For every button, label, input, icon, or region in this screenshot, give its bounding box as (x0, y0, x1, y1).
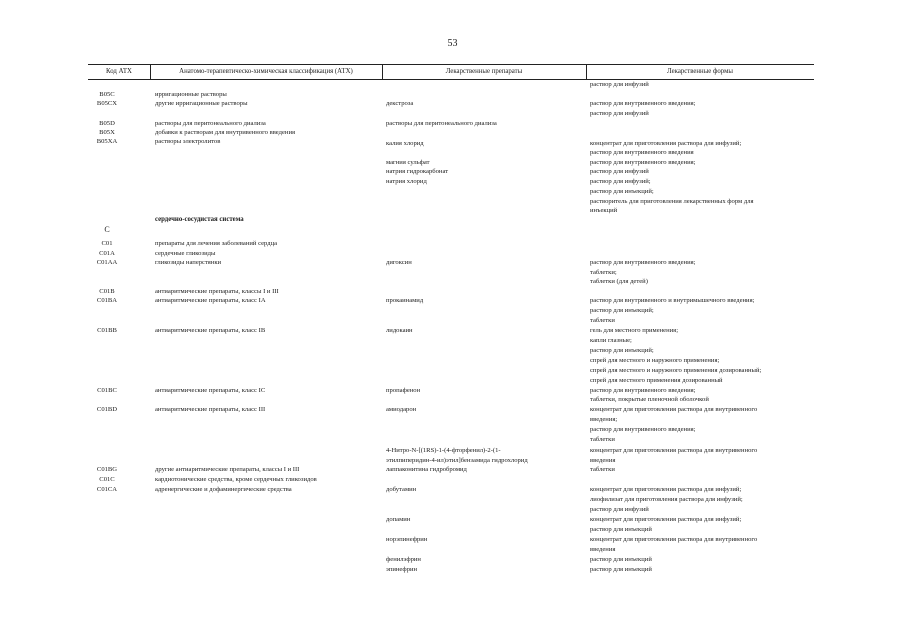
atc-class: антиаритмические препараты, класс III (155, 406, 266, 413)
dosage-form: спрей для местного и наружного применения дозированный; (590, 367, 762, 374)
dosage-form: раствор для внутривенного введения (590, 149, 694, 156)
atc-code: C01BG (96, 466, 118, 473)
dosage-form: раствор для инъекций (590, 526, 652, 533)
drug-name: 4-Нитро-N-[(1RS)-1-(4-фторфенил)-2-(1- (386, 447, 501, 454)
dosage-form: введения; (590, 416, 618, 423)
dosage-form: концентрат для приготовления раствора для внутривенного (590, 447, 758, 454)
dosage-form: введения (590, 457, 616, 464)
dosage-form: раствор для инфузий (590, 168, 649, 175)
dosage-form: лиофилизат для приготовления раствора для инфузий; (590, 496, 743, 503)
dosage-form: раствор для внутривенного введения; (590, 159, 696, 166)
drug-name: натрия гидрокарбонат (386, 168, 449, 175)
atc-code: C01BB (97, 327, 117, 334)
table-header (88, 64, 814, 80)
drug-name: допамин (386, 516, 411, 523)
drug-name: магния сульфат (386, 159, 430, 166)
drug-name: добутамин (386, 486, 417, 493)
dosage-form: введения (590, 546, 616, 553)
atc-code: C01AA (96, 259, 118, 266)
dosage-form: раствор для внутривенного введения; (590, 387, 696, 394)
dosage-form: спрей для местного применения дозированный (590, 377, 723, 384)
drug-name: растворы для перитонеального диализа (386, 120, 497, 127)
atc-code: B05D (99, 120, 115, 127)
drug-name: натрия хлорид (386, 178, 427, 185)
atc-class: адренергические и дофаминергические средства (155, 486, 292, 493)
drug-name: лаппаконитина гидробромид (386, 466, 467, 473)
dosage-form: раствор для инфузий (590, 506, 649, 513)
dosage-form: раствор для инфузий (590, 110, 649, 117)
dosage-form: концентрат для приготовления раствора для инфузий; (590, 486, 742, 493)
atc-code: B05C (99, 91, 115, 98)
atc-class: препараты для лечения заболеваний сердца (155, 240, 278, 247)
atc-class: антиаритмические препараты, класс IB (155, 327, 266, 334)
atc-code: C01BC (97, 387, 117, 394)
dosage-form: таблетки (для детей) (590, 278, 648, 285)
drug-name: пропафенон (386, 387, 421, 394)
dosage-form: раствор для инъекций; (590, 188, 654, 195)
dosage-form: раствор для инъекций (590, 566, 652, 573)
drug-name: прокаинамид (386, 297, 424, 304)
header-atc: Анатомо-терапевтическо-химическая классификация (АТХ) (179, 68, 353, 75)
atc-class: антиаритмические препараты, классы I и III (155, 288, 279, 295)
atc-code: C (104, 225, 110, 234)
atc-code: B05X (99, 129, 115, 136)
dosage-form: раствор для инфузий (590, 81, 649, 88)
atc-class: ирригационные растворы (155, 91, 227, 98)
dosage-form: раствор для внутривенного введения; (590, 259, 696, 266)
dosage-form: концентрат для приготовления раствора для инфузий; (590, 516, 742, 523)
atc-class: гликозиды наперстянки (155, 259, 222, 266)
dosage-form: концентрат для приготовления раствора для инфузий; (590, 140, 742, 147)
dosage-form: раствор для инфузий; (590, 178, 651, 185)
dosage-form: концентрат для приготовления раствора для внутривенного (590, 536, 758, 543)
drug-name: эпинефрин (386, 566, 418, 573)
dosage-form: гель для местного применения; (590, 327, 679, 334)
dosage-form: таблетки (590, 317, 615, 324)
atc-code: C01C (99, 476, 115, 483)
header-drugs: Лекарственные препараты (445, 68, 523, 75)
drug-name: лидокаин (386, 327, 413, 334)
dosage-form: инъекций (590, 207, 618, 214)
dosage-form: растворитель для приготовления лекарственных форм для (590, 198, 754, 205)
dosage-form: раствор для инъекций (590, 556, 652, 563)
dosage-form: таблетки (590, 466, 615, 473)
atc-code: C01B (99, 288, 115, 295)
dosage-form: раствор для внутривенного введения; (590, 426, 696, 433)
atc-code: C01 (101, 240, 113, 247)
dosage-form: раствор для внутривенного введения; (590, 100, 696, 107)
atc-class: другие ирригационные растворы (155, 100, 248, 107)
page-number: 53 (447, 38, 458, 49)
atc-code: C01BD (96, 406, 118, 413)
atc-class: кардиотонические средства, кроме сердечных гликозидов (155, 476, 317, 483)
drug-name: калия хлорид (386, 140, 424, 147)
header-code: Код АТХ (106, 68, 132, 75)
dosage-form: раствор для инъекций; (590, 307, 654, 314)
drug-name: этилпиперидин-4-ил)этил]бензамида гидрохлорид (386, 457, 528, 464)
atc-code: B05CX (96, 100, 118, 107)
drug-name: дигоксин (386, 259, 412, 266)
drug-name: фенилэфрин (386, 556, 421, 563)
atc-class: сердечные гликозиды (155, 250, 216, 257)
atc-class: сердечно-сосудистая система (155, 216, 244, 223)
atc-class: растворы электролитов (155, 138, 221, 145)
atc-class: другие антиаритмические препараты, классы I и III (155, 466, 300, 473)
atc-class: добавки к растворам для внутривенного введения (155, 129, 296, 136)
drug-name: норэпинефрин (386, 536, 428, 543)
drug-name: амиодарон (386, 406, 417, 413)
dosage-form: капли глазные; (590, 337, 632, 344)
drug-name: декстроза (386, 100, 414, 107)
atc-code: C01CA (96, 486, 118, 493)
dosage-form: спрей для местного и наружного применения; (590, 357, 720, 364)
atc-code: B05XA (96, 138, 118, 145)
dosage-form: раствор для инъекций; (590, 347, 654, 354)
atc-code: C01A (99, 250, 115, 257)
atc-class: антиаритмические препараты, класс IC (155, 387, 266, 394)
dosage-form: раствор для внутривенного и внутримышечного введения; (590, 297, 755, 304)
atc-class: растворы для перитонеального диализа (155, 120, 266, 127)
header-forms: Лекарственные формы (667, 68, 733, 75)
atc-code: C01BA (96, 297, 118, 304)
dosage-form: концентрат для приготовления раствора для внутривенного (590, 406, 758, 413)
atc-class: антиаритмические препараты, класс IA (155, 297, 266, 304)
dosage-form: таблетки; (590, 269, 617, 276)
dosage-form: таблетки, покрытые пленочной оболочкой (590, 396, 709, 403)
dosage-form: таблетки (590, 436, 615, 443)
